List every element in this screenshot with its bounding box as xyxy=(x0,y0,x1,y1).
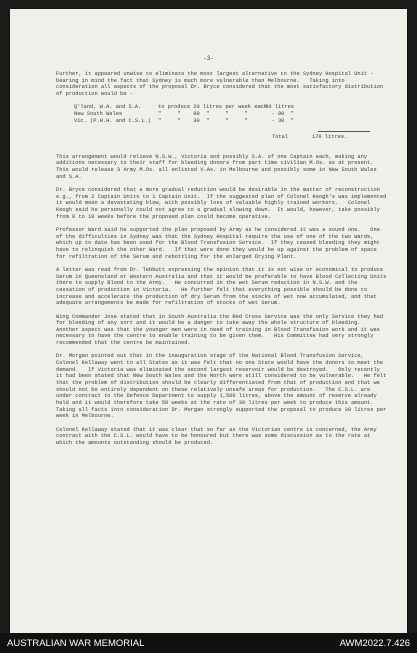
intro-paragraph: Further, it appeared unwise to eliminate the most largest alternative to the Sydney Hospital Unit - bearing in mind the fact that Sydney is much more vulnerable than Melbourne. Taking into consideration all aspects of the proposal Dr. Bryce considered that the most satisfactory distribution of production would be - xyxy=(56,71,387,97)
footer-bar xyxy=(0,633,417,653)
body-paragraph: Dr. Bryce considered that a more gradual reduction would be desirable in the matter of reconstruction e.g., from 2 Captain Units to 1 Captain Unit. If the suggested plan of Colonel Keogh's was implemented it would mean a devastating blow, with possibly loss of valuable highly trained workers. Colonel Keogh said he personally could not agree to a gradual slowing down. It would, however, take possibly from 8 to 10 weeks before the proposed plan could become operative. xyxy=(56,186,390,220)
paragraph-list xyxy=(56,154,389,447)
page-number: -3- xyxy=(203,55,214,62)
body-paragraph: This arrangement would relieve N.S.W., Victoria and possibly S.A. of one Captain each, making any additions necessary to their staff for bleeding donors from part time civilian M.Os. as at present. This would release 3 Army M.Os. all enlisted V.As. in Melbourne and possibly some in New South Wales and S.A. xyxy=(56,153,384,180)
allocation-amount: to produce 20 litres per week each xyxy=(158,104,268,111)
allocation-state: New South Wales xyxy=(74,110,123,117)
allocation-amount: " " 30 " " " xyxy=(158,117,248,124)
allocation-litres: - 30 " xyxy=(271,117,294,124)
body-paragraph: Wing Commander Jose stated that in South Australia the Red Cross Service was the only Service they had for bleeding of any sort and it would be a danger to take away the whole structure of bleeding. Another aspect was that the younger men were in need of training in Blood Transfusion work and it was necessary to have the centre to enable training to be given them. His Committee had very strongly recommended that the centre be maintained. xyxy=(56,313,387,347)
total-label: Total xyxy=(272,133,289,140)
body-paragraph: Colonel Kellaway stated that it was clear that so far as the Victorian centre is concerned, the Army contract with the C.S.L. would have to be honoured but there was some discussion as to the rate at which the amounts outstanding should be produced. xyxy=(56,426,380,447)
total-row xyxy=(56,134,389,141)
body-paragraph: Professor Ward said he supported the plan proposed by Army as he considered it was a sound one. One of the difficulties in Sydney was that the Sydney Hospital require the use of one of the two Wards, which up to date has been used for the Blood Transfusion Service. If they ceased bleeding they might have to relinquish the other Ward. If that were done they would be up against the problem of space for refiltration of the Serum and rebottling for the enlarged Drying Plant. xyxy=(56,226,384,260)
body-paragraph: Dr. Morgan pointed out that in the inauguration stage of the National Blood Transfusion Service, Colonel Kellaway went to all States as it was felt that no one State would have the donors to meet the demand. If Victoria was eliminated the second largest reservoir would be destroyed. Only recently it had been stated that New South Wales and the North were still considered to be vulnerable. He felt that the problem of distribution should be clearly differentiated from that of production and that we should not be entirely dependent on these relatively unsafe areas for production. The C.S.L. are under contract to the Defence Department to supply 1,500 litres, above the amount of reserve already held and it would therefore take 50 weeks at the rate of 30 litres per week to produce this amount. Taking all facts into consideration Dr. Morgan strongly supported the proposal to produce 30 litres per week in Melbourne. xyxy=(56,353,390,420)
footer-reference: AWM2022.7.426 xyxy=(339,637,410,649)
allocation-table xyxy=(56,104,389,124)
allocation-state: Q'land, W.A. and S.A. xyxy=(74,104,142,111)
allocation-row xyxy=(56,118,389,125)
allocation-row xyxy=(56,104,389,111)
document-page xyxy=(10,9,407,633)
document-body xyxy=(56,71,389,453)
footer-source: AUSTRALIAN WAR MEMORIAL xyxy=(7,637,145,649)
allocation-litres: - 60 litres xyxy=(258,104,294,111)
allocation-row xyxy=(56,111,389,118)
allocation-amount: " " 80 " " " xyxy=(158,110,248,117)
total-rule xyxy=(318,131,370,132)
total-value: 170 litres. xyxy=(312,133,348,140)
allocation-litres: - 80 " xyxy=(271,110,294,117)
body-paragraph: A letter was read from Dr. Tebbutt expressing the opinion that it is not wise or economical to produce Serum in Queensland or Western Australia and that it would be preferable to have Blood Collecting Units there to supply Blood to the Army. He concurred in the wet Serum reduction in N.S.W. and the cessation of production in Victoria. He further felt that everything possible should be done to increase and accelerate the production of dry Serum from the stocks of wet now accumulated, and that adequate arrangements be made for refiltration of stocks of wet Serum. xyxy=(56,266,390,307)
allocation-state: Vic. (P.H.H. and C.S.L.) xyxy=(74,117,151,124)
